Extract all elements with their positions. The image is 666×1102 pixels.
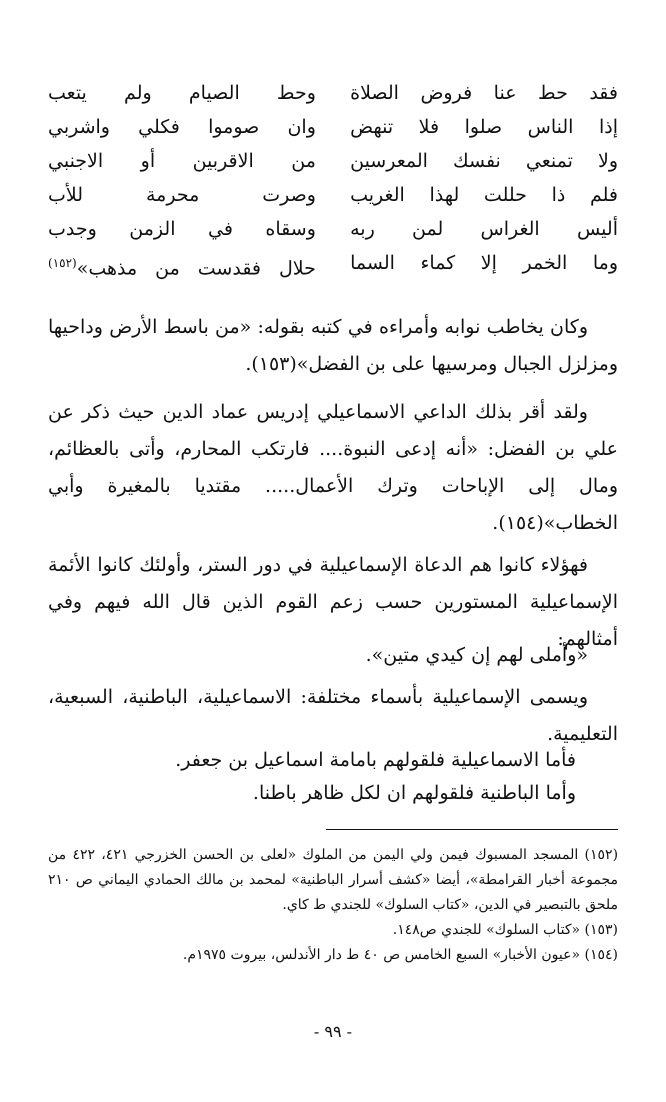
quran-quote: «وأملى لهم إن كيدي متين». <box>365 644 588 666</box>
footnote-divider <box>326 829 618 830</box>
footnote-154: (١٥٤) «عيون الأخبار» السبع الخامس ص ٤٠ ط دار الأندلس، بيروت ١٩٧٥م. <box>182 947 618 963</box>
poem-verse <box>48 76 618 110</box>
footnote-152: (١٥٢) المسجد المسبوك فيمن ولي اليمن من الملوك «لعلى بن الحسن الخزرجي ٤٢١، ٤٢٢ من مجموعة أخبار القرامطة»، أيضا «كشف أسرار الباطنية» لمحمد بن مالك الحمادي اليماني ص ٢١٠ ملحق بالتبصير في الدين، «كتاب السلوك» للجندي ط كاي. <box>48 847 619 913</box>
verse-right-hemistich: فلم ذا حللت لهذا الغريب <box>350 184 618 206</box>
verse-left-hemistich <box>48 212 316 246</box>
verse-right-hemistich: فقد حط عنا فروض الصلاة <box>350 82 618 104</box>
verse-left-text: وحط الصيام ولم يتعب <box>48 82 316 104</box>
verse-left-text: حلال فقدست من مذهب» <box>76 257 316 280</box>
verse-left-text: من الاقربين أو الاجنبي <box>48 150 316 172</box>
verse-left-hemistich <box>48 178 316 212</box>
poem-verse <box>48 110 618 144</box>
verse-left-hemistich <box>48 110 316 144</box>
paragraph-ali-bin-fadl-letters: وكان يخاطب نوابه وأمراءه في كتبه بقوله: «من باسط الأرض وداحيها ومزلزل الجبال ومرسيها على بن الفضل»(١٥٣). <box>48 316 618 375</box>
verse-right-hemistich: أليس الغراس لمن ربه <box>350 218 618 240</box>
paragraph-idris-testimony: ولقد أقر بذلك الداعي الاسماعيلي إدريس عماد الدين حيث ذكر عن علي بن الفضل: «أنه إدعى النبوة.... فارتكب المحارم، وأتى بالعظائم، ومال إلى الإباحات وترك الأعمال..... مقتديا بالمغيرة وأبي الخطاب»(١٥٤). <box>48 401 618 534</box>
verse-left-text: وسقاه في الزمن وجدب <box>48 218 316 240</box>
verse-left-hemistich <box>48 144 316 178</box>
verse-right-hemistich: وما الخمر إلا كماء السما <box>350 252 618 274</box>
batiniya-explanation: وأما الباطنية فلقولهم ان لكل ظاهر باطنا. <box>252 782 576 804</box>
verse-left-hemistich <box>48 76 316 110</box>
paragraph-name-explanations <box>48 744 576 810</box>
verse-left-text: وصرت محرمة للأب <box>48 184 316 206</box>
verse-left-hemistich <box>48 246 316 280</box>
paragraph-ismaili-dais: فهؤلاء كانوا هم الدعاة الإسماعيلية في دور الستر، وأولئك كانوا الأئمة الإسماعيلية المستورين حسب زعم القوم الذين قال الله فيهم وفي أمثالهم: <box>48 554 618 650</box>
verse-left-text: وان صوموا فكلي واشربي <box>48 116 316 138</box>
verse-right-hemistich: إذا الناس صلوا فلا تنهض <box>350 116 618 138</box>
page-number: - ٩٩ - <box>313 1022 353 1041</box>
poem-verse <box>48 212 618 246</box>
footnote-reference: (١٥٢) <box>48 256 77 270</box>
footnote-153: (١٥٣) «كتاب السلوك» للجندي ص١٤٨. <box>392 922 618 938</box>
poem-verse <box>48 246 618 280</box>
verse-right-hemistich: ولا تمنعي نفسك المعرسين <box>350 150 618 172</box>
paragraph-ismaili-names: ويسمى الإسماعيلية بأسماء مختلفة: الاسماعيلية، الباطنية، السبعية، التعليمية. <box>48 686 618 745</box>
ismailiya-explanation: فأما الاسماعيلية فلقولهم بامامة اسماعيل بن جعفر. <box>175 749 576 771</box>
footnotes <box>48 843 618 968</box>
poem <box>48 76 618 280</box>
poem-verse <box>48 178 618 212</box>
poem-verse <box>48 144 618 178</box>
